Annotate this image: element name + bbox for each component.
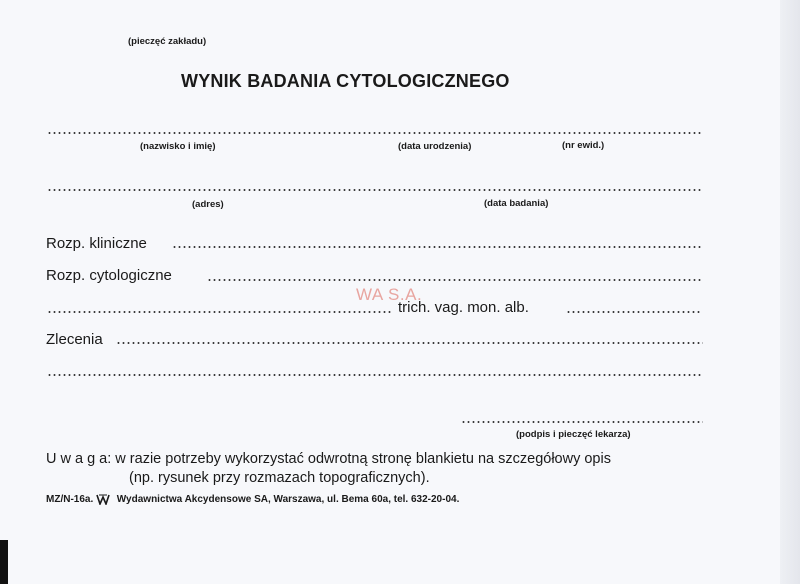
exam-date-label: (data badania) — [484, 198, 549, 209]
note-line-1: U w a g a: w razie potrzeby wykorzystać odwrotną stronę blankietu na szczegółowy opis — [46, 451, 611, 467]
name-line[interactable] — [47, 132, 701, 134]
orders-line[interactable] — [116, 342, 703, 344]
address-line[interactable] — [47, 189, 703, 191]
orders-extra-line[interactable] — [47, 374, 703, 376]
stamp-label: (pieczęć zakładu) — [128, 36, 207, 47]
cytological-diagnosis-label: Rozp. cytologiczne — [46, 267, 172, 284]
name-label: (nazwisko i imię) — [140, 141, 216, 152]
note-line-2: (np. rysunek przy rozmazach topograficznych). — [129, 470, 430, 486]
clinical-diagnosis-label: Rozp. kliniczne — [46, 235, 147, 252]
orders-label: Zlecenia — [46, 331, 103, 348]
publisher-info: Wydawnictwa Akcydensowe SA, Warszawa, ul. Bema 60a, tel. 632-20-04. — [116, 494, 460, 506]
clinical-diagnosis-line[interactable] — [172, 246, 702, 248]
form-title: WYNIK BADANIA CYTOLOGICZNEGO — [181, 71, 510, 91]
signature-line[interactable] — [461, 421, 703, 423]
form-code: MZ/N-16a. — [46, 494, 94, 506]
paper-edge — [780, 0, 800, 584]
address-label: (adres) — [192, 199, 224, 210]
birth-date-label: (data urodzenia) — [398, 141, 472, 152]
publisher-footer — [46, 494, 459, 505]
signature-label: (podpis i pieczęć lekarza) — [516, 429, 631, 440]
trich-suffix-line[interactable] — [566, 311, 702, 313]
cytological-diagnosis-line[interactable] — [207, 279, 702, 281]
id-number-label: (nr ewid.) — [562, 140, 605, 151]
scan-edge — [0, 540, 8, 584]
watermark: WA S.A. — [356, 285, 423, 304]
trich-label: trich. vag. mon. alb. — [398, 299, 529, 316]
publisher-logo-icon — [96, 494, 110, 505]
trich-prefix-line[interactable] — [47, 311, 392, 313]
